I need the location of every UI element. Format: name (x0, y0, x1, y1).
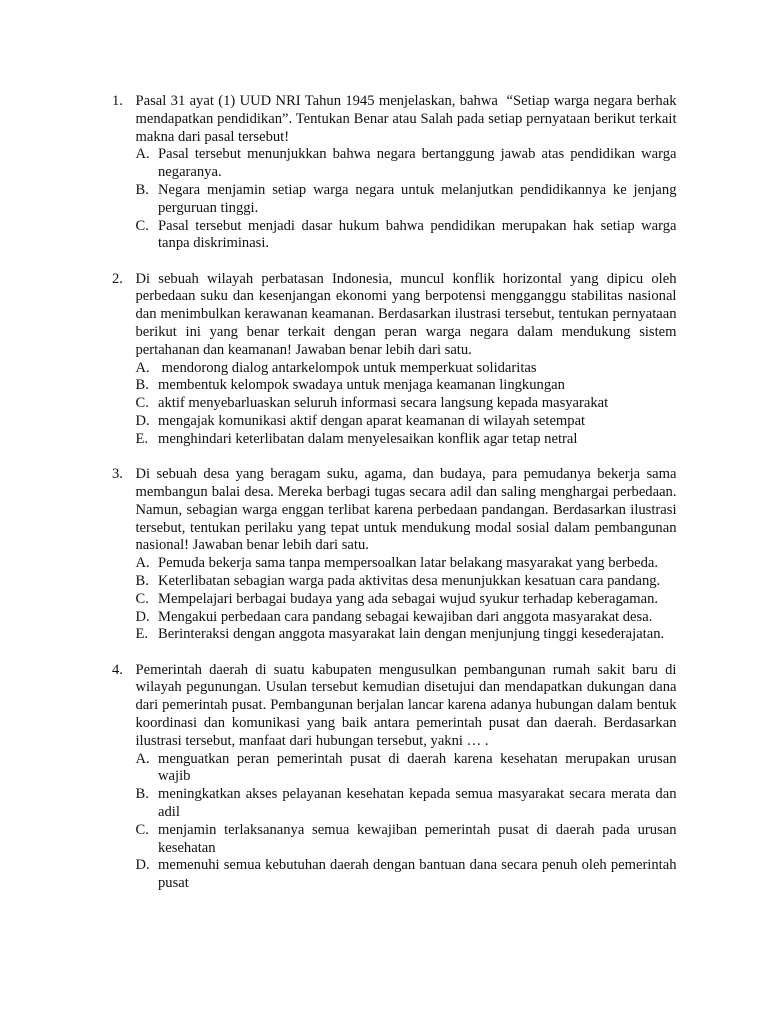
question-body (136, 93, 677, 253)
option-text: menghindari keterlibatan dalam menyelesaikan konflik agar tetap netral (158, 430, 578, 447)
option-letter: C. (135, 217, 149, 234)
option-letter: B. (135, 572, 149, 589)
option-e (136, 626, 677, 644)
question-text: Pasal 31 ayat (1) UUD NRI Tahun 1945 menjelaskan, bahwa “Setiap warga negara berhak mendapatkan pendidikan”. Tentukan Benar atau Salah pada setiap pernyataan berikut terkait makna dari pasal tersebut! (135, 93, 677, 145)
option-letter: E. (135, 430, 149, 447)
option-letter: C. (135, 590, 149, 607)
option-text: mendorong dialog antarkelompok untuk memperkuat solidaritas (158, 359, 537, 376)
option-text: Pasal tersebut menunjukkan bahwa negara bertanggung jawab atas pendidikan warga negaranya. (158, 146, 677, 181)
option-list (136, 555, 677, 644)
question-body (136, 271, 677, 449)
question-4 (112, 662, 677, 893)
option-letter: D. (135, 608, 150, 625)
question-3 (112, 466, 677, 644)
option-text: mengajak komunikasi aktif dengan aparat keamanan di wilayah setempat (158, 413, 586, 430)
option-list (136, 360, 677, 449)
option-d (136, 857, 677, 893)
option-text: meningkatkan akses pelayanan kesehatan kepada semua masyarakat secara merata dan adil (158, 786, 677, 820)
question-number: 1. (112, 93, 123, 109)
option-letter: A. (135, 359, 150, 376)
question-text: Pemerintah daerah di suatu kabupaten mengusulkan pembangunan rumah sakit baru di wilayah pegunungan. Usulan tersebut kemudian disetujui dan mendapatkan dukungan dana dari pemerintah pusat. Pembangunan berjalan lancar karena adanya hubungan dalam bentuk koordinasi dan komunikasi yang baik antara pemerintah pusat dan daerah. Berdasarkan ilustrasi tersebut, manfaat dari hubungan tersebut, yakni … . (135, 661, 677, 749)
option-text: Pemuda bekerja sama tanpa mempersoalkan latar belakang masyarakat yang berbeda. (158, 555, 659, 572)
option-text: memenuhi semua kebutuhan daerah dengan bantuan dana secara penuh oleh pemerintah pusat (158, 857, 677, 892)
option-e (136, 431, 677, 449)
option-text: aktif menyebarluaskan seluruh informasi secara langsung kepada masyarakat (158, 395, 609, 412)
question-number: 2. (112, 270, 123, 287)
option-text: Pasal tersebut menjadi dasar hukum bahwa pendidikan merupakan hak setiap warga tanpa diskriminasi. (158, 217, 677, 252)
option-c (136, 218, 677, 254)
option-letter: A. (135, 555, 150, 572)
option-text: Mempelajari berbagai budaya yang ada sebagai wujud syukur terhadap keberagaman. (158, 590, 659, 607)
option-letter: D. (135, 413, 150, 430)
option-letter: B. (135, 377, 149, 394)
option-c (136, 591, 677, 609)
option-letter: B. (135, 786, 149, 803)
option-text: membentuk kelompok swadaya untuk menjaga keamanan lingkungan (158, 377, 565, 394)
option-text: Keterlibatan sebagian warga pada aktivitas desa menunjukkan kesatuan cara pandang. (158, 572, 661, 589)
option-c (136, 822, 677, 858)
question-number: 3. (112, 466, 123, 483)
option-letter: C. (135, 821, 149, 838)
option-text: Berinteraksi dengan anggota masyarakat lain dengan menjunjung tinggi kesederajatan. (158, 626, 665, 643)
question-number: 4. (112, 661, 123, 678)
option-b (136, 786, 677, 822)
question-body (136, 662, 677, 893)
option-letter: E. (135, 626, 149, 643)
question-body (136, 466, 677, 644)
option-d (136, 413, 677, 431)
option-letter: A. (135, 146, 150, 163)
option-text: menguatkan peran pemerintah pusat di daerah karena kesehatan merupakan urusan wajib (158, 750, 677, 785)
question-text: Di sebuah desa yang beragam suku, agama, dan budaya, para pemudanya bekerja sama membangun balai desa. Mereka berbagi tugas secara adil dan saling menghargai perbedaan. Namun, sebagian warga enggan terlibat karena perbedaan pandangan. Berdasarkan ilustrasi tersebut, tentukan perilaku yang tepat untuk mendukung modal sosial dalam pembangunan nasional! Jawaban benar lebih dari satu. (135, 466, 677, 554)
option-list (136, 751, 677, 893)
option-text: Mengakui perbedaan cara pandang sebagai kewajiban dari anggota masyarakat desa. (158, 608, 653, 625)
option-a (136, 360, 677, 378)
option-c (136, 395, 677, 413)
question-text: Di sebuah wilayah perbatasan Indonesia, muncul konflik horizontal yang dipicu oleh perbedaan suku dan kesenjangan ekonomi yang berpotensi mengganggu stabilitas nasional dan menimbulkan kerawanan keamanan. Berdasarkan ilustrasi tersebut, tentukan pernyataan berikut ini yang benar terkait dengan peran warga negara dalam mendukung sistem pertahanan dan keamanan! Jawaban benar lebih dari satu. (135, 270, 677, 358)
option-b (136, 182, 677, 218)
option-a (136, 146, 677, 182)
option-letter: A. (135, 750, 150, 767)
option-list (136, 146, 677, 253)
option-d (136, 609, 677, 627)
option-a (136, 751, 677, 787)
option-b (136, 377, 677, 395)
option-text: Negara menjamin setiap warga negara untuk melanjutkan pendidikannya ke jenjang perguruan tinggi. (158, 181, 677, 216)
option-b (136, 573, 677, 591)
option-letter: D. (135, 857, 150, 874)
option-letter: C. (135, 395, 149, 412)
option-a (136, 555, 677, 573)
document-page (0, 93, 768, 910)
question-2 (112, 271, 677, 449)
option-text: menjamin terlaksananya semua kewajiban pemerintah pusat di daerah pada urusan kesehatan (158, 821, 677, 856)
option-letter: B. (135, 181, 149, 198)
question-1 (112, 93, 677, 253)
